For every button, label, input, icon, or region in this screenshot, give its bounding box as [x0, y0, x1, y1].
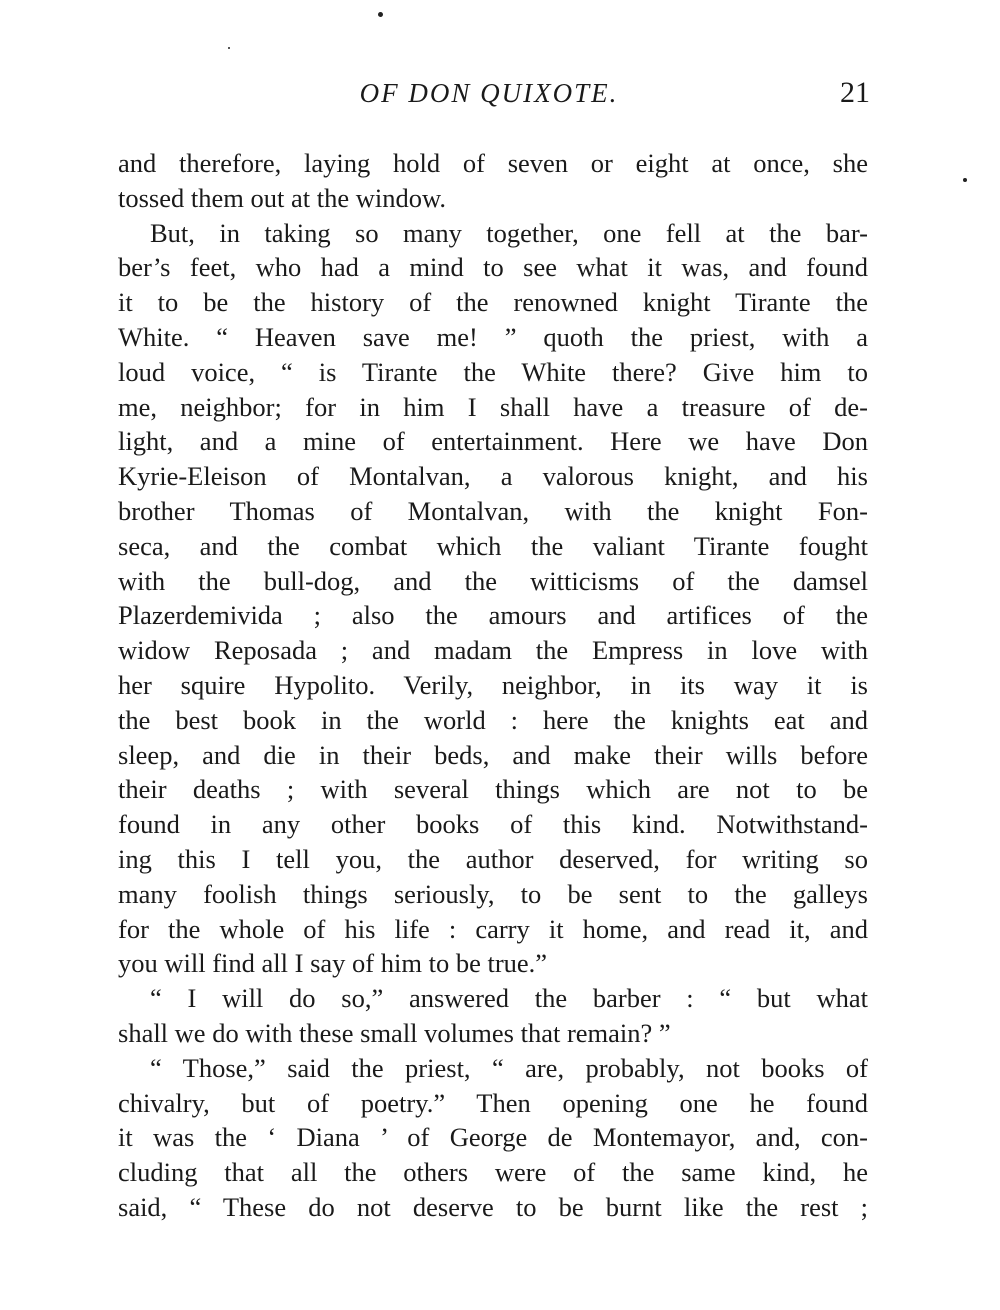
- text-line: her squire Hypolito. Verily, neighbor, in its way it is: [118, 669, 868, 700]
- text-line: tossed them out at the window.: [118, 182, 447, 213]
- running-head: [118, 76, 870, 116]
- text-line: chivalry, but of poetry.” Then opening one he found: [118, 1087, 868, 1118]
- text-line: But, in taking so many together, one fell at the bar-: [150, 217, 868, 248]
- text-line: light, and a mine of entertainment. Here we have Don: [118, 426, 868, 457]
- text-line: said, “ These do not deserve to be burnt like the rest ;: [118, 1191, 868, 1222]
- text-line: and therefore, laying hold of seven or eight at once, she: [118, 148, 868, 178]
- ink-speck: [378, 12, 383, 17]
- text-line: with the bull-dog, and the witticisms of the damsel: [118, 565, 868, 596]
- text-line: brother Thomas of Montalvan, with the knight Fon-: [118, 495, 868, 526]
- text-line: “ I will do so,” answered the barber : “ but what: [150, 983, 868, 1014]
- text-line: it to be the history of the renowned knight Tirante the: [118, 287, 868, 318]
- text-line: shall we do with these small volumes that remain? ”: [118, 1017, 671, 1048]
- text-line: the best book in the world : here the knights eat and: [118, 704, 868, 735]
- text-line: ing this I tell you, the author deserved, for writing so: [118, 843, 868, 874]
- text-line: Plazerdemivida ; also the amours and artifices of the: [118, 600, 868, 631]
- page-number: 21: [840, 76, 870, 109]
- text-line: White. “ Heaven save me! ” quoth the priest, with a: [118, 321, 868, 352]
- text-line: you will find all I say of him to be true.”: [118, 948, 548, 979]
- text-line: me, neighbor; for in him I shall have a treasure of de-: [118, 391, 868, 422]
- text-line: widow Reposada ; and madam the Empress in love with: [118, 635, 868, 666]
- ink-speck: [963, 178, 967, 182]
- text-line: “ Those,” said the priest, “ are, probably, not books of: [150, 1052, 868, 1083]
- text-line: loud voice, “ is Tirante the White there? Give him to: [118, 356, 868, 387]
- text-line: seca, and the combat which the valiant Tirante fought: [118, 530, 868, 561]
- text-line: many foolish things seriously, to be sent to the galleys: [118, 878, 868, 909]
- text-line: their deaths ; with several things which are not to be: [118, 774, 868, 805]
- text-line: ber’s feet, who had a mind to see what it was, and found: [118, 252, 868, 283]
- body-text: [118, 146, 868, 1225]
- text-line: Kyrie-Eleison of Montalvan, a valorous knight, and his: [118, 461, 868, 492]
- text-line: cluding that all the others were of the same kind, he: [118, 1157, 868, 1188]
- text-line: it was the ‘ Diana ’ of George de Montemayor, and, con-: [118, 1122, 868, 1153]
- ink-speck: [228, 47, 230, 49]
- running-title: OF DON QUIXOTE.: [359, 78, 619, 108]
- text-line: for the whole of his life : carry it home, and read it, and: [118, 913, 868, 944]
- text-line: sleep, and die in their beds, and make their wills before: [118, 739, 868, 770]
- text-line: found in any other books of this kind. Notwithstand-: [118, 809, 868, 840]
